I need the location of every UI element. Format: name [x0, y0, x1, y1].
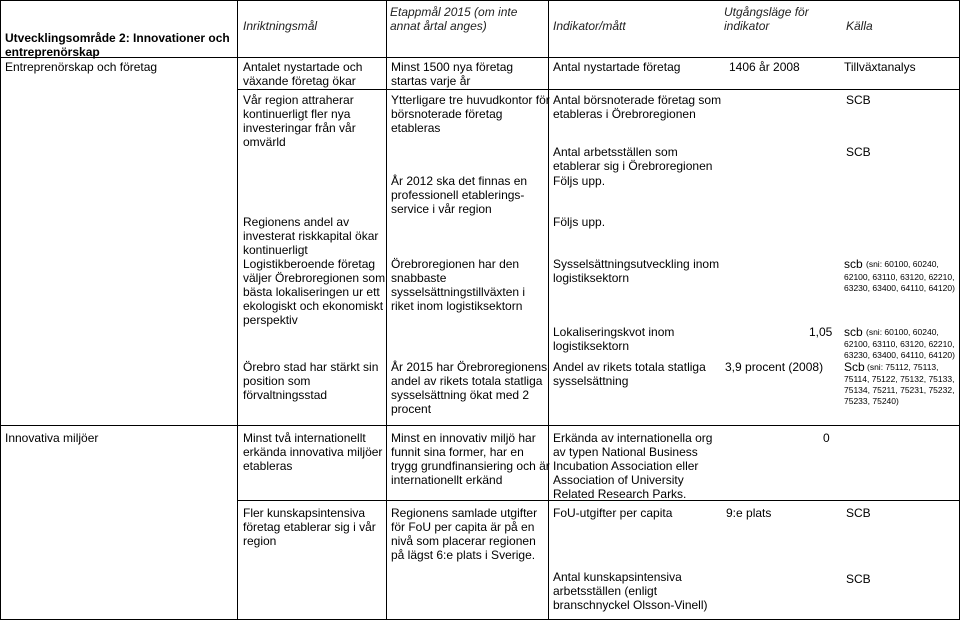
source-note: 62100, 63110, 63120, 62210, — [844, 272, 955, 282]
goal-text: växande företag ökar — [243, 74, 356, 88]
baseline-value: 0 — [823, 431, 830, 445]
goal-text: investeringar från vår — [243, 121, 356, 135]
goal-text: etableras — [243, 459, 293, 473]
goal-text: Logistikberoende företag — [243, 257, 376, 271]
source-text: Tillväxtanalys — [844, 60, 916, 74]
source-text: SCB — [846, 145, 871, 159]
target-text: Minst en innovativ miljö har — [391, 431, 536, 445]
source-text: SCB — [846, 506, 871, 520]
goal-text: förvaltningsstad — [243, 388, 328, 402]
header-utgangslage-line1: Utgångsläge för — [724, 5, 809, 19]
source-note: (sni: 75112, 75113, — [867, 362, 939, 372]
rule-top — [0, 0, 960, 1]
indicator-text: av typen National Business — [553, 445, 698, 459]
baseline-value: 1,05 — [809, 325, 833, 339]
goal-text: region — [243, 534, 277, 548]
goal-text: bästa lokaliseringen ur ett — [243, 285, 380, 299]
indicator-text: Antal nystartade företag — [553, 60, 681, 74]
baseline-value: 3,9 procent (2008) — [725, 360, 824, 374]
target-text: sysselsättning ökat med 2 — [391, 388, 530, 402]
goal-text: väljer Örebroregionen som — [243, 271, 386, 285]
target-text: nivå som placerar regionen — [391, 534, 536, 548]
goal-text: investerat riskkapital ökar — [243, 229, 379, 243]
goal-text: kontinuerligt fler nya — [243, 107, 351, 121]
target-text: Örebroregionen har den — [391, 257, 520, 271]
target-text: funnit sina former, har en — [391, 445, 524, 459]
target-text: för FoU per capita är på en — [391, 520, 535, 534]
goal-text: kontinuerligt — [243, 243, 308, 257]
goal-text: Minst två internationellt — [243, 431, 366, 445]
target-text: riket inom logistiksektorn — [391, 299, 523, 313]
indicator-text: Erkända av internationella org — [553, 431, 713, 445]
target-text: trygg grundfinansiering och är — [391, 459, 550, 473]
indicator-text: Sysselsättningsutveckling inom — [553, 257, 720, 271]
source-text: scb — [844, 325, 863, 339]
goal-text: företag etablerar sig i vår — [243, 520, 376, 534]
target-text: År 2012 ska det finnas en — [391, 174, 528, 188]
indicator-text: branschnyckel Olsson-Vinell) — [553, 598, 708, 612]
indicator-text: FoU-utgifter per capita — [553, 506, 673, 520]
indicator-text: etablerar sig i Örebroregionen — [553, 159, 713, 173]
target-text: internationellt erkänd — [391, 473, 503, 487]
header-etappmal-line1: Etappmål 2015 (om inte — [390, 5, 518, 19]
goal-text: Vår region attraherar — [243, 93, 354, 107]
header-etappmal-line2: annat årtal anges) — [390, 19, 487, 33]
target-text: börsnoterade företag — [391, 107, 503, 121]
target-text: Minst 1500 nya företag — [391, 60, 514, 74]
rule-col-target — [386, 0, 387, 620]
target-text: snabbaste — [391, 271, 447, 285]
header-utgangslage-line2: indikator — [724, 19, 770, 33]
header-inriktningsmal: Inriktningsmål — [243, 19, 318, 33]
baseline-value: 1406 år 2008 — [729, 60, 800, 74]
source-text: SCB — [846, 93, 871, 107]
rule-col-goal — [237, 0, 238, 620]
indicator-text: sysselsättning — [553, 374, 629, 388]
indicator-text: etableras i Örebroregionen — [553, 107, 696, 121]
indicator-text: logistiksektorn — [553, 271, 630, 285]
target-text: etableras — [391, 121, 441, 135]
header-indikator: Indikator/mått — [553, 19, 626, 33]
source-text: scb — [844, 257, 863, 271]
baseline-value: 9:e plats — [726, 506, 772, 520]
source-note: (sni: 60100, 60240, — [866, 327, 939, 337]
subject-label: Innovativa miljöer — [5, 431, 99, 445]
source-note: 63230, 63400, 64110, 64120) — [844, 283, 955, 293]
target-text: procent — [391, 402, 432, 416]
target-text: startas varje år — [391, 74, 471, 88]
rule-section1-bottom — [0, 425, 960, 426]
goal-text: Antalet nystartade och — [243, 60, 363, 74]
target-text: service i vår region — [391, 202, 492, 216]
subject-label: Entreprenörskap och företag — [5, 60, 158, 74]
goal-text: erkända innovativa miljöer — [243, 445, 383, 459]
indicator-text: Andel av rikets totala statliga — [553, 360, 706, 374]
indicator-text: arbetsställen (enligt — [553, 584, 658, 598]
rule-row1-bottom — [237, 89, 960, 90]
target-text: andel av rikets totala statliga — [391, 374, 543, 388]
indicator-text: Association of University — [553, 473, 684, 487]
goal-text: position som — [243, 374, 311, 388]
source-note: 63230, 63400, 64110, 64120) — [844, 350, 955, 360]
indicator-text: Antal arbetsställen som — [553, 145, 678, 159]
target-text: Ytterligare tre huvudkontor för — [391, 93, 550, 107]
goal-text: omvärld — [243, 135, 286, 149]
section-title-line1: Utvecklingsområde 2: Innovationer och — [5, 31, 230, 45]
source-text: Scb — [844, 360, 865, 374]
source-note: 75233, 75240) — [844, 396, 899, 406]
target-text: på lägst 6:e plats i Sverige. — [391, 548, 536, 562]
target-text: År 2015 har Örebroregionens — [391, 360, 548, 374]
indicator-text: Följs upp. — [553, 215, 606, 229]
indicator-text: Related Research Parks. — [553, 487, 687, 501]
source-note: (sni: 60100, 60240, — [866, 259, 939, 269]
target-text: sysselsättningstillväxten i — [391, 285, 526, 299]
goal-text: Regionens andel av — [243, 215, 350, 229]
source-text: SCB — [846, 572, 871, 586]
rule-header-bottom — [0, 57, 960, 58]
indicator-text: Antal kunskapsintensiva — [553, 570, 682, 584]
goal-text: ekologiskt och ekonomiskt — [243, 299, 384, 313]
source-note: 75134, 75211, 75231, 75232, — [844, 385, 955, 395]
indicator-text: Incubation Association eller — [553, 459, 699, 473]
target-text: Regionens samlade utgifter — [391, 506, 538, 520]
section-title-line2: entreprenörskap — [5, 45, 100, 59]
goal-text: perspektiv — [243, 313, 298, 327]
goal-text: Örebro stad har stärkt sin — [243, 360, 379, 374]
source-note: 62100, 63110, 63120, 62210, — [844, 339, 955, 349]
target-text: professionell etablerings- — [391, 188, 525, 202]
goal-text: Fler kunskapsintensiva — [243, 506, 366, 520]
indicator-text: Antal börsnoterade företag som — [553, 93, 722, 107]
source-note: 75114, 75122, 75132, 75133, — [844, 374, 955, 384]
indicator-text: logistiksektorn — [553, 339, 630, 353]
rule-col-left — [0, 0, 1, 620]
indicator-text: Lokaliseringskvot inom — [553, 325, 675, 339]
indicator-text: Följs upp. — [553, 174, 606, 188]
header-kalla: Källa — [846, 19, 873, 33]
